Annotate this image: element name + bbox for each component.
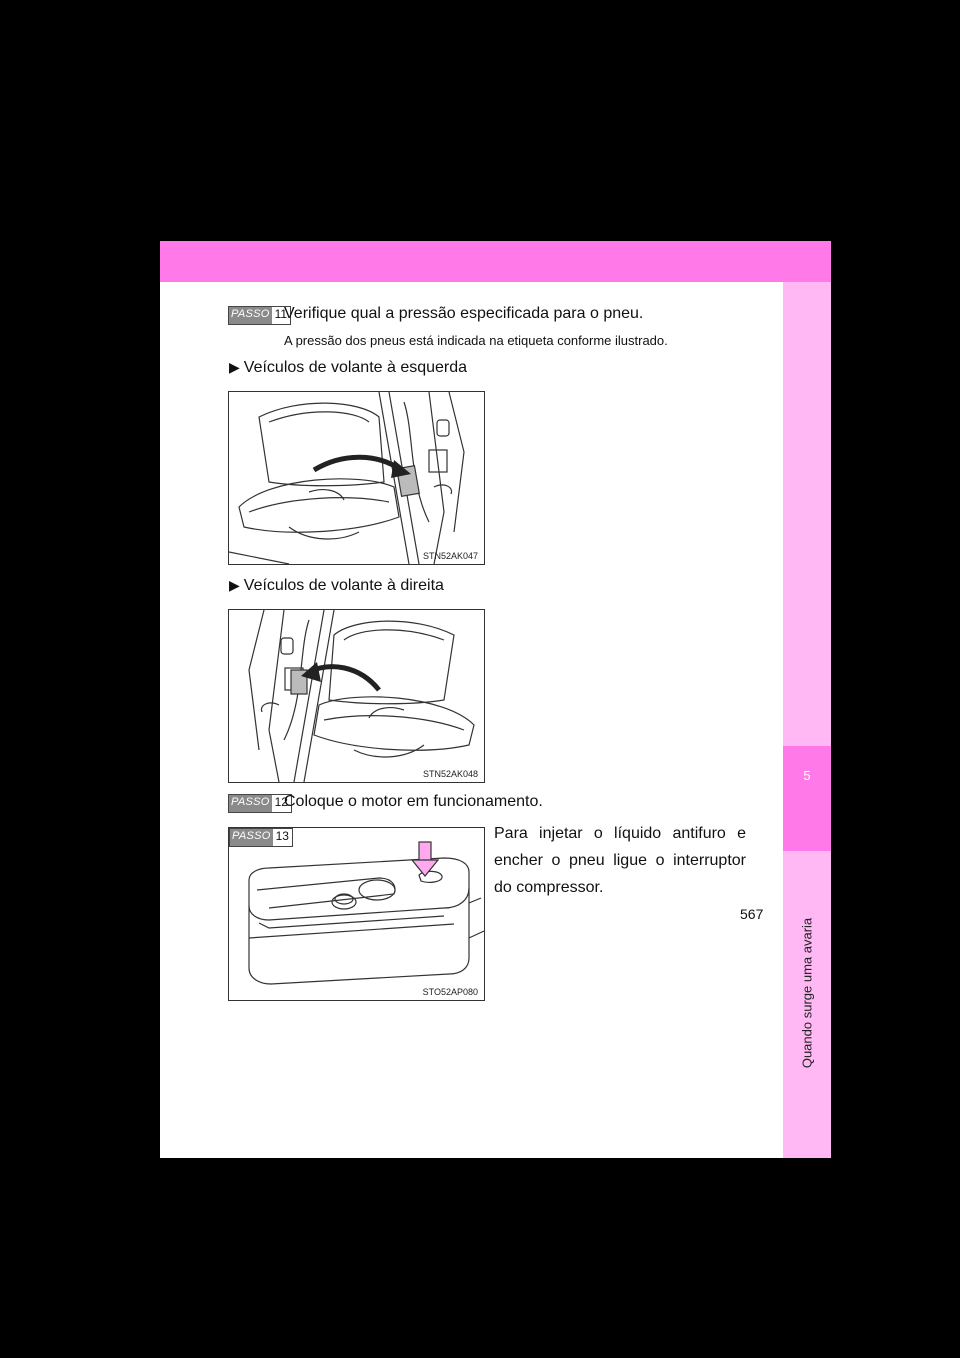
compressor-illustration — [229, 828, 484, 1000]
step-11-text: Verifique qual a pressão especificada para o pneu. — [284, 305, 644, 322]
seat-door-illustration — [229, 610, 484, 782]
seat-door-illustration — [229, 392, 484, 564]
chapter-label: Quando surge uma avaria — [799, 917, 815, 1069]
manual-page — [160, 241, 831, 1158]
figure-code: STN52AK047 — [422, 551, 478, 561]
figure-code: STN52AK048 — [422, 769, 478, 779]
step-badge-word: PASSO — [229, 307, 272, 324]
figure-code: STO52AP080 — [422, 987, 478, 997]
bullet-left-hand-drive — [229, 359, 467, 377]
chapter-number: 5 — [803, 768, 811, 783]
chapter-number-block — [783, 746, 831, 851]
step-badge-number: 11 — [274, 307, 288, 321]
figure-compressor — [228, 827, 485, 1001]
step-badge-number: 12 — [274, 795, 288, 809]
step-12-text: Coloque o motor em funcionamento. — [284, 793, 543, 810]
pressure-note: A pressão dos pneus está indicada na etiqueta conforme ilustrado. — [284, 333, 668, 348]
step-badge-12 — [228, 794, 292, 813]
page-number: 567 — [740, 906, 764, 922]
step-13-text: Para injetar o líquido antifuro e encher o pneu ligue o interruptor do compressor. — [494, 825, 746, 896]
bullet-text: Veículos de volante à esquerda — [243, 359, 468, 376]
figure-rhd-door-label — [228, 609, 485, 783]
step-badge-word: PASSO — [230, 829, 273, 846]
bullet-right-hand-drive — [229, 577, 444, 595]
step-badge-word: PASSO — [229, 795, 272, 812]
triangle-bullet-icon: ▶ — [229, 577, 240, 593]
figure-lhd-door-label — [228, 391, 485, 565]
step-badge-13 — [229, 828, 293, 847]
step-badge-11 — [228, 306, 291, 325]
bullet-text: Veículos de volante à direita — [243, 577, 444, 594]
step-badge-number: 13 — [275, 829, 289, 843]
triangle-bullet-icon: ▶ — [229, 359, 240, 375]
header-band — [160, 241, 831, 282]
